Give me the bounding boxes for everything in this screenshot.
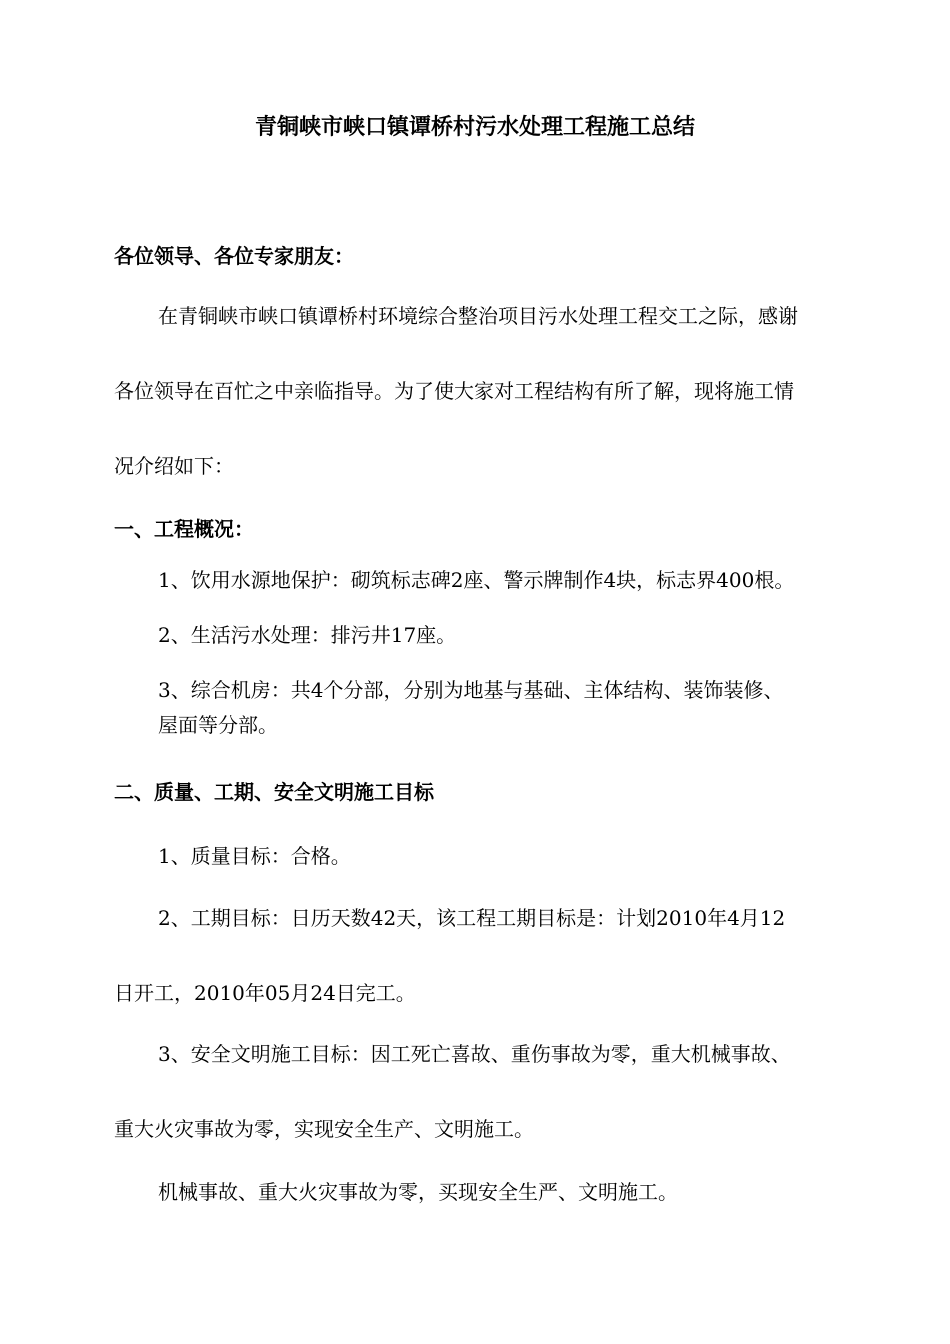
document-title: 青铜峡市峡口镇谭桥村污水处理工程施工总结 [254,114,695,140]
section-2-item-1: 1、质量目标：合格。 [158,844,351,868]
section-2-item-2-line-2: 日开工，2010年05月24日完工。 [114,981,416,1005]
section-2-item-3-line-2: 重大火灾事故为零，实现安全生产、文明施工。 [114,1117,534,1141]
section-2-item-3-line-1: 3、安全文明施工目标：因工死亡喜故、重伤事故为零，重大机械事故、 [158,1042,791,1066]
section-1-heading: 一、工程概况： [114,517,254,541]
section-1-item-3-line-1: 3、综合机房：共4个分部，分别为地基与基础、主体结构、装饰装修、 [158,678,784,702]
section-2-item-2-line-1: 2、工期目标：日历天数42天，该工程工期目标是：计划2010年4月12 [158,906,786,930]
intro-line-2: 各位领导在百忙之中亲临指导。为了使大家对工程结构有所了解，现将施工情 [114,379,794,403]
section-1-item-1: 1、饮用水源地保护：砌筑标志碑2座、警示牌制作4块，标志界400根。 [158,568,795,592]
intro-line-1: 在青铜峡市峡口镇谭桥村环境综合整治项目污水处理工程交工之际，感谢 [158,304,798,328]
section-1-item-2: 2、生活污水处理：排污井17座。 [158,623,457,647]
section-2-heading: 二、质量、工期、安全文明施工目标 [114,780,434,804]
section-2-extra-line: 机械事故、重大火灾事故为零，买现安全生严、文明施工。 [158,1180,678,1204]
section-1-item-3-line-2: 屋面等分部。 [158,713,278,737]
salutation: 各位领导、各位专家朋友： [114,244,354,268]
intro-line-3: 况介绍如下： [114,454,234,478]
